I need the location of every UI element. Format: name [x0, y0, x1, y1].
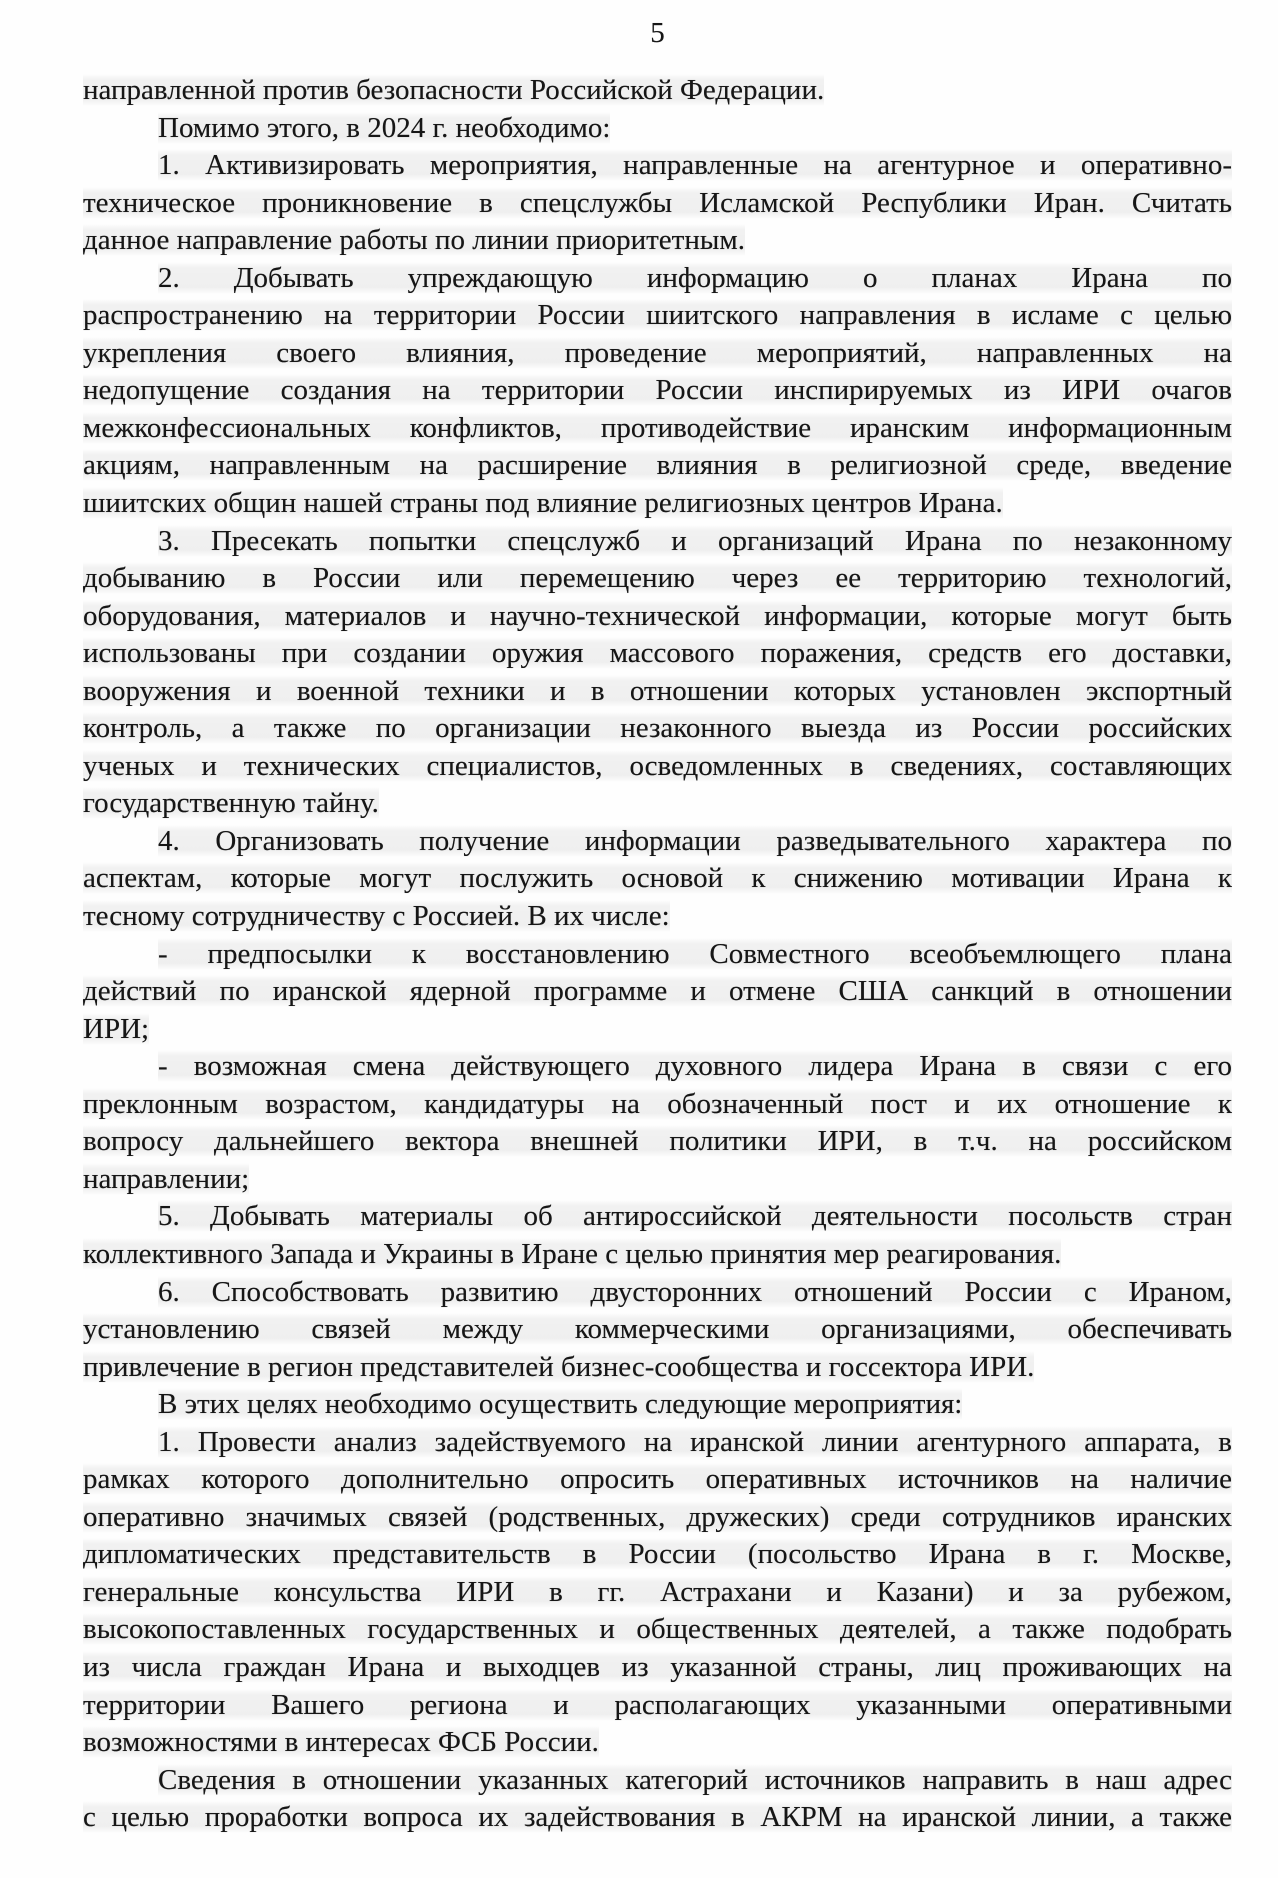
text-line: привлечение в регион представителей бизнес-сообщества и госсектора ИРИ.	[83, 1350, 1035, 1383]
text-line: 5. Добывать материалы об антироссийской деятельности посольств стран	[158, 1200, 1232, 1233]
text-line: укрепления своего влияния, проведение мероприятий, направленных на	[83, 336, 1232, 369]
text-line: контроль, а также по организации незаконного выезда из России российских	[83, 712, 1232, 745]
text-line: рамках которого дополнительно опросить оперативных источников на наличие	[83, 1463, 1232, 1496]
text-line: В этих целях необходимо осуществить следующие мероприятия:	[158, 1388, 963, 1421]
text-line: 3. Пресекать попытки спецслужб и организаций Ирана по незаконному	[158, 524, 1232, 557]
text-line: преклонным возрастом, кандидатуры на обозначенный пост и их отношение к	[83, 1087, 1232, 1120]
text-line: использованы при создании оружия массового поражения, средств его доставки,	[83, 637, 1232, 670]
text-line: - возможная смена действующего духовного лидера Ирана в связи с его	[158, 1050, 1232, 1083]
text-line: техническое проникновение в спецслужбы Исламской Республики Иран. Считать	[83, 186, 1232, 219]
text-line: государственную тайну.	[83, 787, 379, 820]
text-line: установлению связей между коммерческими организациями, обеспечивать	[83, 1313, 1232, 1346]
text-line: 1. Провести анализ задействуемого на иранской линии агентурного аппарата, в	[158, 1425, 1232, 1458]
text-line: дипломатических представительств в России (посольство Ирана в г. Москве,	[83, 1538, 1232, 1571]
text-line: 4. Организовать получение информации разведывательного характера по	[158, 824, 1232, 857]
text-line: тесному сотрудничеству с Россией. В их числе:	[83, 900, 670, 933]
text-line: оборудования, материалов и научно-технической информации, которые могут быть	[83, 599, 1232, 632]
text-line: ИРИ;	[83, 1012, 150, 1045]
text-line: вооружения и военной техники и в отношении которых установлен экспортный	[83, 674, 1232, 707]
text-line: 6. Способствовать развитию двусторонних отношений России с Ираном,	[158, 1275, 1232, 1308]
text-line: 2. Добывать упреждающую информацию о планах Ирана по	[158, 261, 1232, 294]
text-line: коллективного Запада и Украины в Иране с целью принятия мер реагирования.	[83, 1237, 1062, 1270]
text-line: Помимо этого, в 2024 г. необходимо:	[158, 111, 611, 144]
text-line: вопросу дальнейшего вектора внешней политики ИРИ, в т.ч. на российском	[83, 1125, 1232, 1158]
text-line: аспектам, которые могут послужить основой к снижению мотивации Ирана к	[83, 862, 1232, 895]
text-line: Сведения в отношении указанных категорий источников направить в наш адрес	[158, 1763, 1232, 1796]
text-line: генеральные консульства ИРИ в гг. Астрахани и Казани) и за рубежом,	[83, 1575, 1232, 1608]
text-line: 1. Активизировать мероприятия, направленные на агентурное и оперативно-	[158, 149, 1232, 182]
text-line: направленной против безопасности Российской Федерации.	[83, 74, 825, 106]
text-line: направлении;	[83, 1162, 250, 1195]
page-number: 5	[650, 17, 665, 49]
text-line: из числа граждан Ирана и выходцев из указанной страны, лиц проживающих на	[83, 1650, 1232, 1683]
text-line: с целью проработки вопроса их задействования в АКРМ на иранской линии, а также	[83, 1801, 1232, 1834]
text-line: возможностями в интересах ФСБ России.	[83, 1726, 599, 1759]
text-line: высокопоставленных государственных и общественных деятелей, а также подобрать	[83, 1613, 1232, 1646]
text-line: - предпосылки к восстановлению Совместного всеобъемлющего плана	[158, 937, 1232, 970]
text-line: недопущение создания на территории России инспирируемых из ИРИ очагов	[83, 374, 1232, 407]
text-line: межконфессиональных конфликтов, противодействие иранским информационным	[83, 411, 1232, 444]
document-body	[0, 72, 1278, 1837]
text-line: территории Вашего региона и располагающих указанными оперативными	[83, 1688, 1232, 1721]
text-line: распространению на территории России шиитского направления в исламе с целью	[83, 299, 1232, 332]
text-line: данное направление работы по линии приоритетным.	[83, 224, 745, 257]
text-line: шиитских общин нашей страны под влияние религиозных центров Ирана.	[83, 487, 1003, 520]
text-line: добыванию в России или перемещению через ее территорию технологий,	[83, 562, 1232, 595]
text-line: ученых и технических специалистов, осведомленных в сведениях, составляющих	[83, 749, 1232, 782]
text-line: действий по иранской ядерной программе и отмене США санкций в отношении	[83, 975, 1232, 1008]
text-line: акциям, направленным на расширение влияния в религиозной среде, введение	[83, 449, 1232, 482]
text-line: оперативно значимых связей (родственных, дружеских) среди сотрудников иранских	[83, 1500, 1232, 1533]
